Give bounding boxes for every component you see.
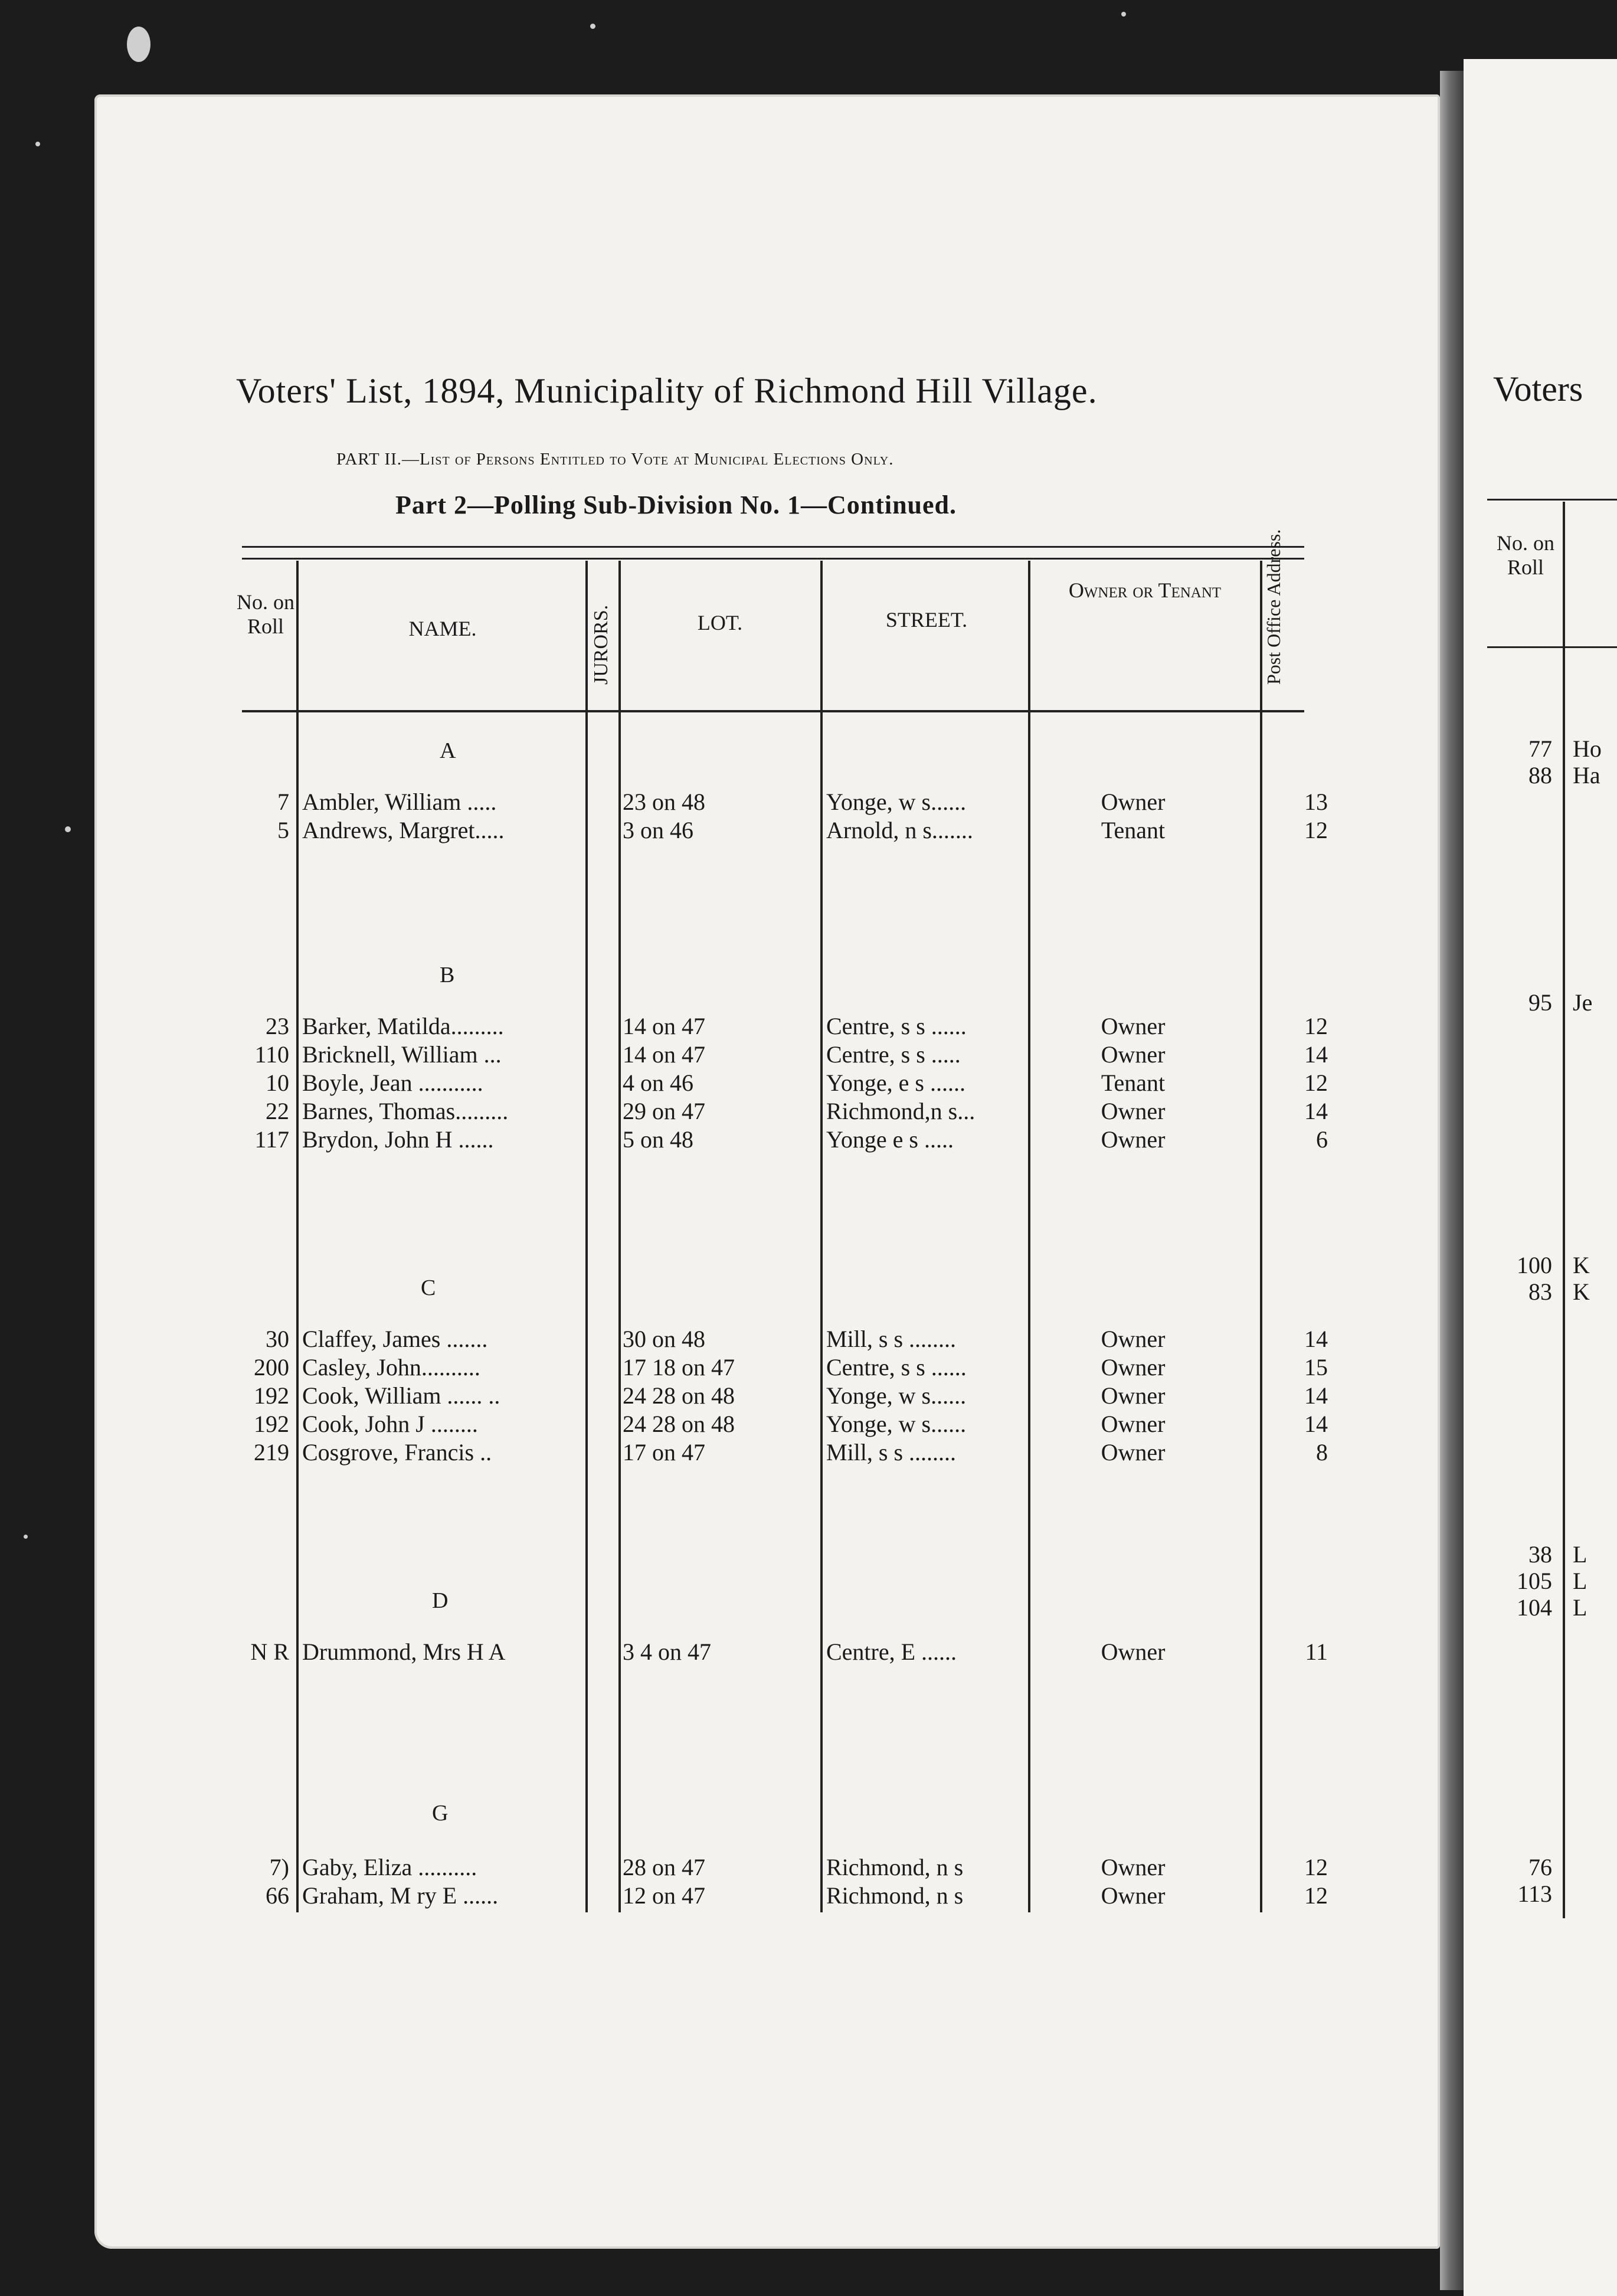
dust-speck xyxy=(590,24,595,29)
right-roll-number: 95 xyxy=(1528,989,1552,1016)
voter-name: Casley, John.......... xyxy=(302,1354,480,1381)
voter-name: Bricknell, William ... xyxy=(302,1041,502,1068)
owner-or-tenant: Owner xyxy=(1101,1098,1166,1124)
roll-number: N R xyxy=(250,1638,289,1665)
lot: 5 on 48 xyxy=(623,1126,693,1153)
roll-number: 117 xyxy=(254,1126,289,1153)
street: Yonge, w s...... xyxy=(826,1382,967,1409)
voter-name: Graham, M ry E ...... xyxy=(302,1882,499,1909)
owner-or-tenant: Owner xyxy=(1101,1126,1166,1153)
right-name-fragment: L xyxy=(1573,1568,1587,1594)
header-no-on-roll: No. on Roll xyxy=(237,590,294,639)
lot: 4 on 46 xyxy=(623,1069,693,1096)
post-office: 13 xyxy=(1304,789,1328,815)
header-jurors: JURORS. xyxy=(590,604,612,685)
right-name-fragment: K xyxy=(1573,1252,1590,1278)
header-street: STREET. xyxy=(885,608,968,632)
owner-or-tenant: Owner xyxy=(1101,1041,1166,1068)
right-table-rule xyxy=(1487,499,1617,501)
voter-name: Drummond, Mrs H A xyxy=(302,1638,506,1665)
lot: 17 18 on 47 xyxy=(623,1354,735,1381)
right-page-title: Voters xyxy=(1493,369,1583,408)
right-name-fragment: K xyxy=(1573,1278,1590,1305)
owner-or-tenant: Owner xyxy=(1101,789,1166,815)
right-header-no-on-roll: No. on Roll xyxy=(1497,531,1554,580)
dust-speck xyxy=(127,27,150,62)
dust-speck xyxy=(65,826,71,832)
lot: 23 on 48 xyxy=(623,789,705,815)
subdivision-heading: Part 2—Polling Sub-Division No. 1—Continued. xyxy=(395,490,957,519)
roll-number: 30 xyxy=(266,1326,289,1352)
column-divider xyxy=(1260,561,1262,1912)
owner-or-tenant: Owner xyxy=(1101,1411,1166,1437)
post-office: 14 xyxy=(1304,1411,1328,1437)
roll-number: 22 xyxy=(266,1098,289,1124)
post-office: 14 xyxy=(1304,1098,1328,1124)
lot: 17 on 47 xyxy=(623,1439,705,1466)
owner-or-tenant: Tenant xyxy=(1101,817,1166,843)
street: Centre, s s ...... xyxy=(826,1013,967,1039)
right-roll-number: 100 xyxy=(1517,1252,1552,1278)
page-title: Voters' List, 1894, Municipality of Richmond Hill Village. xyxy=(236,371,1098,410)
right-roll-number: 88 xyxy=(1528,762,1552,789)
voter-name: Claffey, James ....... xyxy=(302,1326,488,1352)
dust-speck xyxy=(35,142,40,146)
book-spine xyxy=(1440,71,1464,2290)
roll-number: 66 xyxy=(266,1882,289,1909)
header-owner-or-tenant: Owner or Tenant xyxy=(1068,578,1222,602)
header-bottom-rule xyxy=(242,710,1304,712)
lot: 29 on 47 xyxy=(623,1098,705,1124)
header-name: NAME. xyxy=(408,617,477,640)
roll-number: 23 xyxy=(266,1013,289,1039)
lot: 28 on 47 xyxy=(623,1854,705,1880)
header-lot: LOT. xyxy=(697,611,743,634)
right-name-fragment: L xyxy=(1573,1541,1587,1568)
post-office: 14 xyxy=(1304,1382,1328,1409)
street: Richmond,n s... xyxy=(826,1098,976,1124)
lot: 14 on 47 xyxy=(623,1041,705,1068)
street: Richmond, n s xyxy=(826,1882,964,1909)
roll-number: 5 xyxy=(277,817,289,843)
street: Arnold, n s....... xyxy=(826,817,973,843)
street: Centre, s s ..... xyxy=(826,1041,961,1068)
lot: 3 on 46 xyxy=(623,817,693,843)
section-letter: A xyxy=(440,738,456,763)
street: Yonge, w s...... xyxy=(826,1411,967,1437)
roll-number: 192 xyxy=(254,1411,289,1437)
right-roll-number: 38 xyxy=(1528,1541,1552,1568)
roll-number: 7 xyxy=(277,789,289,815)
lot: 30 on 48 xyxy=(623,1326,705,1352)
owner-or-tenant: Tenant xyxy=(1101,1069,1166,1096)
owner-or-tenant: Owner xyxy=(1101,1638,1166,1665)
voter-name: Cosgrove, Francis .. xyxy=(302,1439,492,1466)
street: Centre, s s ...... xyxy=(826,1354,967,1381)
voter-name: Cook, John J ........ xyxy=(302,1411,478,1437)
right-name-fragment: Je xyxy=(1573,989,1593,1016)
voter-name: Barnes, Thomas......... xyxy=(302,1098,509,1124)
right-name-fragment: Ho xyxy=(1573,735,1602,762)
post-office: 12 xyxy=(1304,1069,1328,1096)
roll-number: 192 xyxy=(254,1382,289,1409)
street: Mill, s s ........ xyxy=(826,1439,957,1466)
right-name-fragment: Ha xyxy=(1573,762,1600,789)
right-table-rule xyxy=(1487,646,1617,648)
post-office: 6 xyxy=(1316,1126,1328,1153)
roll-number: 219 xyxy=(254,1439,289,1466)
owner-or-tenant: Owner xyxy=(1101,1326,1166,1352)
post-office: 14 xyxy=(1304,1326,1328,1352)
post-office: 12 xyxy=(1304,1854,1328,1880)
post-office: 15 xyxy=(1304,1354,1328,1381)
voter-name: Ambler, William ..... xyxy=(302,789,497,815)
roll-number: 110 xyxy=(254,1041,289,1068)
roll-number: 10 xyxy=(266,1069,289,1096)
lot: 24 28 on 48 xyxy=(623,1411,735,1437)
column-divider xyxy=(1028,561,1030,1912)
voter-name: Boyle, Jean ........... xyxy=(302,1069,483,1096)
right-roll-number: 77 xyxy=(1528,735,1552,762)
street: Richmond, n s xyxy=(826,1854,964,1880)
lot: 14 on 47 xyxy=(623,1013,705,1039)
street: Yonge, w s...... xyxy=(826,789,967,815)
table-top-rule xyxy=(242,546,1304,548)
section-letter: D xyxy=(432,1588,449,1613)
post-office: 12 xyxy=(1304,1013,1328,1039)
dust-speck xyxy=(24,1535,28,1539)
voter-name: Gaby, Eliza .......... xyxy=(302,1854,477,1880)
section-letter: C xyxy=(421,1275,436,1300)
owner-or-tenant: Owner xyxy=(1101,1854,1166,1880)
right-column-divider xyxy=(1563,502,1565,1918)
lot: 24 28 on 48 xyxy=(623,1382,735,1409)
voter-name: Barker, Matilda......... xyxy=(302,1013,504,1039)
owner-or-tenant: Owner xyxy=(1101,1882,1166,1909)
roll-number: 200 xyxy=(254,1354,289,1381)
owner-or-tenant: Owner xyxy=(1101,1382,1166,1409)
owner-or-tenant: Owner xyxy=(1101,1439,1166,1466)
right-roll-number: 113 xyxy=(1517,1880,1552,1907)
right-roll-number: 105 xyxy=(1517,1568,1552,1594)
table-top-rule xyxy=(242,558,1304,560)
lot: 3 4 on 47 xyxy=(623,1638,711,1665)
roll-number: 7) xyxy=(269,1854,289,1880)
owner-or-tenant: Owner xyxy=(1101,1354,1166,1381)
post-office: 12 xyxy=(1304,817,1328,843)
voter-name: Andrews, Margret..... xyxy=(302,817,505,843)
section-letter: G xyxy=(432,1801,449,1826)
voter-name: Brydon, John H ...... xyxy=(302,1126,494,1153)
street: Yonge, e s ...... xyxy=(826,1069,965,1096)
voter-name: Cook, William ...... .. xyxy=(302,1382,500,1409)
column-divider xyxy=(585,561,588,1912)
street: Yonge e s ..... xyxy=(826,1126,954,1153)
street: Mill, s s ........ xyxy=(826,1326,957,1352)
post-office: 11 xyxy=(1305,1638,1328,1665)
part-heading: PART II.—List of Persons Entitled to Vote at Municipal Elections Only. xyxy=(336,450,894,469)
header-post-office: Post Office Address. xyxy=(1263,529,1284,685)
dust-speck xyxy=(1121,12,1126,17)
column-divider xyxy=(296,561,299,1912)
post-office: 8 xyxy=(1316,1439,1328,1466)
right-roll-number: 76 xyxy=(1528,1854,1552,1880)
section-letter: B xyxy=(440,963,455,987)
owner-or-tenant: Owner xyxy=(1101,1013,1166,1039)
lot: 12 on 47 xyxy=(623,1882,705,1909)
right-name-fragment: L xyxy=(1573,1594,1587,1621)
post-office: 14 xyxy=(1304,1041,1328,1068)
right-roll-number: 104 xyxy=(1517,1594,1552,1621)
right-roll-number: 83 xyxy=(1528,1278,1552,1305)
column-divider xyxy=(618,561,621,1912)
column-divider xyxy=(820,561,823,1912)
street: Centre, E ...... xyxy=(826,1638,957,1665)
post-office: 12 xyxy=(1304,1882,1328,1909)
